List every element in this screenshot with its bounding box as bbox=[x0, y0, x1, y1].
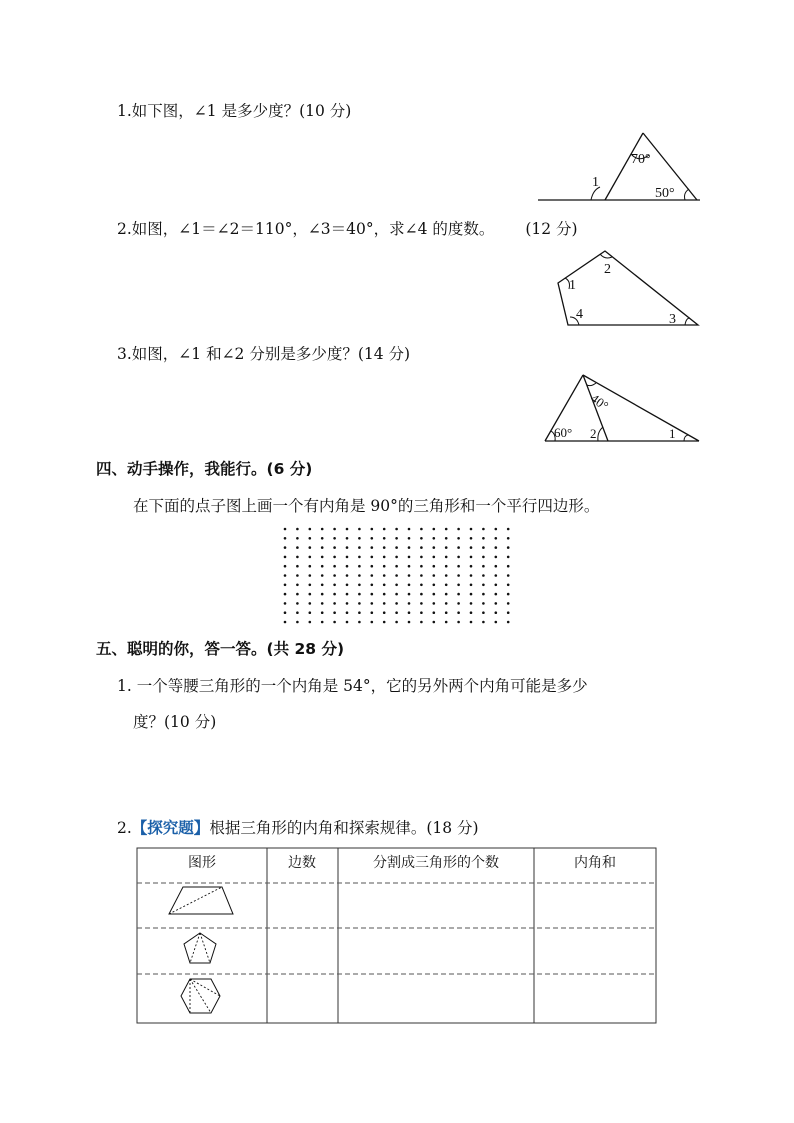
grid-dot[interactable] bbox=[445, 574, 448, 577]
grid-dot[interactable] bbox=[420, 602, 423, 605]
grid-dot[interactable] bbox=[321, 593, 324, 596]
grid-dot[interactable] bbox=[482, 537, 485, 540]
grid-dot[interactable] bbox=[383, 574, 386, 577]
grid-dot[interactable] bbox=[482, 584, 485, 587]
grid-dot[interactable] bbox=[420, 611, 423, 614]
grid-dot[interactable] bbox=[495, 565, 498, 568]
grid-dot[interactable] bbox=[445, 565, 448, 568]
grid-dot[interactable] bbox=[284, 621, 287, 624]
grid-dot[interactable] bbox=[346, 621, 349, 624]
grid-dot[interactable] bbox=[296, 556, 299, 559]
grid-dot[interactable] bbox=[309, 621, 312, 624]
table-header-angle-sum: 内角和 bbox=[574, 855, 616, 871]
grid-dot[interactable] bbox=[321, 565, 324, 568]
grid-dot[interactable] bbox=[507, 593, 510, 596]
grid-dot[interactable] bbox=[507, 537, 510, 540]
grid-dot[interactable] bbox=[457, 621, 460, 624]
question-1: 1.如下图，∠1 是多少度？(10 分) bbox=[117, 102, 352, 120]
grid-dot[interactable] bbox=[395, 611, 398, 614]
grid-dot[interactable] bbox=[346, 574, 349, 577]
grid-dot[interactable] bbox=[296, 528, 299, 531]
grid-dot[interactable] bbox=[420, 584, 423, 587]
grid-dot[interactable] bbox=[445, 621, 448, 624]
grid-dot[interactable] bbox=[321, 528, 324, 531]
grid-dot[interactable] bbox=[371, 611, 374, 614]
grid-dot[interactable] bbox=[445, 593, 448, 596]
grid-dot[interactable] bbox=[495, 556, 498, 559]
grid-dot[interactable] bbox=[433, 565, 436, 568]
grid-dot[interactable] bbox=[507, 574, 510, 577]
grid-dot[interactable] bbox=[433, 602, 436, 605]
section-5-q2 bbox=[117, 816, 479, 838]
grid-dot[interactable] bbox=[296, 621, 299, 624]
grid-dot[interactable] bbox=[284, 584, 287, 587]
grid-dot[interactable] bbox=[482, 611, 485, 614]
grid-dot[interactable] bbox=[358, 528, 361, 531]
grid-dot[interactable] bbox=[495, 611, 498, 614]
grid-dot[interactable] bbox=[296, 546, 299, 549]
grid-dot[interactable] bbox=[383, 537, 386, 540]
fig3-label-1: 1 bbox=[669, 426, 676, 441]
grid-dot[interactable] bbox=[433, 621, 436, 624]
grid-dot[interactable] bbox=[309, 574, 312, 577]
grid-dot[interactable] bbox=[346, 565, 349, 568]
grid-dot[interactable] bbox=[284, 556, 287, 559]
question-2-text: 2.如图，∠1＝∠2＝110°，∠3＝40°，求∠4 的度数。 bbox=[117, 220, 495, 238]
grid-dot[interactable] bbox=[482, 546, 485, 549]
grid-dot[interactable] bbox=[346, 537, 349, 540]
grid-dot[interactable] bbox=[433, 528, 436, 531]
grid-dot[interactable] bbox=[507, 565, 510, 568]
grid-dot[interactable] bbox=[470, 621, 473, 624]
fig3-label-60: 60° bbox=[554, 425, 573, 440]
grid-dot[interactable] bbox=[371, 565, 374, 568]
grid-dot[interactable] bbox=[296, 565, 299, 568]
grid-dot[interactable] bbox=[408, 621, 411, 624]
grid-dot[interactable] bbox=[383, 611, 386, 614]
grid-dot[interactable] bbox=[495, 574, 498, 577]
grid-dot[interactable] bbox=[333, 611, 336, 614]
grid-dot[interactable] bbox=[433, 556, 436, 559]
grid-dot[interactable] bbox=[433, 574, 436, 577]
grid-dot[interactable] bbox=[346, 528, 349, 531]
fig3-label-40: 40° bbox=[587, 390, 612, 414]
grid-dot[interactable] bbox=[507, 546, 510, 549]
fig1-label-1: 1 bbox=[592, 175, 599, 190]
grid-dot[interactable] bbox=[383, 602, 386, 605]
grid-dot[interactable] bbox=[408, 593, 411, 596]
fig2-label-4: 4 bbox=[576, 307, 583, 322]
grid-dot[interactable] bbox=[457, 584, 460, 587]
grid-dot[interactable] bbox=[383, 565, 386, 568]
grid-dot[interactable] bbox=[395, 546, 398, 549]
grid-dot[interactable] bbox=[507, 528, 510, 531]
pentagon-icon bbox=[184, 933, 216, 963]
grid-dot[interactable] bbox=[457, 565, 460, 568]
fig2-label-2: 2 bbox=[604, 262, 611, 277]
grid-dot[interactable] bbox=[371, 537, 374, 540]
grid-dot[interactable] bbox=[296, 602, 299, 605]
grid-dot[interactable] bbox=[358, 556, 361, 559]
grid-dot[interactable] bbox=[445, 602, 448, 605]
question-2 bbox=[117, 217, 578, 239]
grid-dot[interactable] bbox=[309, 593, 312, 596]
grid-dot[interactable] bbox=[371, 556, 374, 559]
grid-dot[interactable] bbox=[433, 593, 436, 596]
grid-dot[interactable] bbox=[333, 574, 336, 577]
grid-dot[interactable] bbox=[395, 602, 398, 605]
grid-dot[interactable] bbox=[482, 621, 485, 624]
grid-dot[interactable] bbox=[408, 584, 411, 587]
grid-dot[interactable] bbox=[445, 546, 448, 549]
grid-dot[interactable] bbox=[358, 537, 361, 540]
grid-dot[interactable] bbox=[309, 565, 312, 568]
grid-dot[interactable] bbox=[346, 546, 349, 549]
question-2-score: (12 分) bbox=[525, 220, 578, 238]
grid-dot[interactable] bbox=[470, 611, 473, 614]
fig1-label-70: 70° bbox=[631, 152, 651, 167]
grid-dot[interactable] bbox=[445, 537, 448, 540]
question-3: 3.如图，∠1 和∠2 分别是多少度？(14 分) bbox=[117, 345, 411, 363]
grid-dot[interactable] bbox=[346, 593, 349, 596]
grid-dot[interactable] bbox=[321, 537, 324, 540]
grid-dot[interactable] bbox=[507, 584, 510, 587]
grid-dot[interactable] bbox=[445, 528, 448, 531]
grid-dot[interactable] bbox=[457, 556, 460, 559]
section-4-instruction: 在下面的点子图上画一个有内角是 90°的三角形和一个平行四边形。 bbox=[133, 497, 600, 515]
grid-dot[interactable] bbox=[383, 593, 386, 596]
grid-dot[interactable] bbox=[309, 556, 312, 559]
grid-dot[interactable] bbox=[383, 556, 386, 559]
grid-dot[interactable] bbox=[371, 584, 374, 587]
grid-dot[interactable] bbox=[395, 621, 398, 624]
grid-dot[interactable] bbox=[420, 574, 423, 577]
grid-dot[interactable] bbox=[408, 528, 411, 531]
fig1-label-50: 50° bbox=[655, 186, 675, 201]
grid-dot[interactable] bbox=[346, 602, 349, 605]
grid-dot[interactable] bbox=[395, 537, 398, 540]
grid-dot[interactable] bbox=[495, 593, 498, 596]
grid-dot[interactable] bbox=[358, 574, 361, 577]
hexagon-icon bbox=[181, 979, 220, 1013]
grid-dot[interactable] bbox=[420, 546, 423, 549]
grid-dot[interactable] bbox=[321, 556, 324, 559]
grid-dot[interactable] bbox=[470, 574, 473, 577]
grid-dot[interactable] bbox=[383, 528, 386, 531]
grid-dot[interactable] bbox=[507, 556, 510, 559]
grid-dot[interactable] bbox=[284, 565, 287, 568]
grid-dot[interactable] bbox=[371, 602, 374, 605]
grid-dot[interactable] bbox=[296, 593, 299, 596]
q2-number: 2. bbox=[117, 819, 132, 837]
fig2-label-1: 1 bbox=[569, 278, 576, 293]
grid-dot[interactable] bbox=[321, 574, 324, 577]
grid-dot[interactable] bbox=[321, 611, 324, 614]
grid-dot[interactable] bbox=[395, 574, 398, 577]
grid-dot[interactable] bbox=[358, 593, 361, 596]
grid-dot[interactable] bbox=[296, 574, 299, 577]
grid-dot[interactable] bbox=[482, 556, 485, 559]
grid-dot[interactable] bbox=[420, 537, 423, 540]
grid-dot[interactable] bbox=[457, 602, 460, 605]
grid-dot[interactable] bbox=[383, 621, 386, 624]
grid-dot[interactable] bbox=[495, 537, 498, 540]
grid-dot[interactable] bbox=[495, 528, 498, 531]
grid-dot[interactable] bbox=[371, 546, 374, 549]
grid-dot[interactable] bbox=[408, 537, 411, 540]
grid-dot[interactable] bbox=[333, 602, 336, 605]
grid-dot[interactable] bbox=[296, 584, 299, 587]
grid-dot[interactable] bbox=[420, 556, 423, 559]
q2-text: 根据三角形的内角和探索规律。(18 分) bbox=[209, 819, 479, 837]
figure-triangle-exterior-angle bbox=[535, 125, 705, 205]
grid-dot[interactable] bbox=[495, 621, 498, 624]
grid-dot[interactable] bbox=[358, 565, 361, 568]
grid-dot[interactable] bbox=[470, 556, 473, 559]
grid-dot[interactable] bbox=[445, 584, 448, 587]
grid-dot[interactable] bbox=[371, 593, 374, 596]
figure-quadrilateral bbox=[550, 248, 705, 333]
grid-dot[interactable] bbox=[309, 528, 312, 531]
grid-dot[interactable] bbox=[457, 537, 460, 540]
grid-dot[interactable] bbox=[284, 611, 287, 614]
grid-dot[interactable] bbox=[309, 546, 312, 549]
grid-dot[interactable] bbox=[495, 602, 498, 605]
grid-dot[interactable] bbox=[321, 621, 324, 624]
grid-dot[interactable] bbox=[495, 584, 498, 587]
grid-dot[interactable] bbox=[395, 584, 398, 587]
grid-dot[interactable] bbox=[482, 565, 485, 568]
grid-dot[interactable] bbox=[395, 528, 398, 531]
section-5-q1-line2: 度？(10 分) bbox=[133, 713, 217, 731]
grid-dot[interactable] bbox=[346, 556, 349, 559]
grid-dot[interactable] bbox=[309, 584, 312, 587]
grid-dot[interactable] bbox=[445, 556, 448, 559]
grid-dot[interactable] bbox=[470, 602, 473, 605]
grid-dot[interactable] bbox=[309, 611, 312, 614]
fig3-label-2: 2 bbox=[590, 426, 597, 441]
q2-tag: 【探究题】 bbox=[131, 819, 210, 837]
grid-dot[interactable] bbox=[482, 528, 485, 531]
dot-grid[interactable] bbox=[280, 525, 516, 625]
grid-dot[interactable] bbox=[420, 621, 423, 624]
grid-dot[interactable] bbox=[470, 584, 473, 587]
figure-triangle-split bbox=[540, 370, 705, 445]
grid-dot[interactable] bbox=[346, 584, 349, 587]
grid-dot[interactable] bbox=[495, 546, 498, 549]
exploration-table bbox=[136, 847, 658, 1027]
grid-dot[interactable] bbox=[284, 537, 287, 540]
grid-dot[interactable] bbox=[284, 528, 287, 531]
grid-dot[interactable] bbox=[333, 621, 336, 624]
grid-dot[interactable] bbox=[333, 528, 336, 531]
grid-dot[interactable] bbox=[371, 574, 374, 577]
grid-dot[interactable] bbox=[457, 593, 460, 596]
grid-dot[interactable] bbox=[296, 537, 299, 540]
grid-dot[interactable] bbox=[457, 528, 460, 531]
grid-dot[interactable] bbox=[296, 611, 299, 614]
grid-dot[interactable] bbox=[408, 602, 411, 605]
grid-dot[interactable] bbox=[457, 611, 460, 614]
grid-dot[interactable] bbox=[507, 602, 510, 605]
grid-dot[interactable] bbox=[420, 593, 423, 596]
grid-dot[interactable] bbox=[284, 593, 287, 596]
grid-dot[interactable] bbox=[420, 565, 423, 568]
grid-dot[interactable] bbox=[470, 565, 473, 568]
grid-dot[interactable] bbox=[321, 602, 324, 605]
grid-dot[interactable] bbox=[358, 602, 361, 605]
grid-dot[interactable] bbox=[395, 556, 398, 559]
grid-dot[interactable] bbox=[371, 621, 374, 624]
grid-dot[interactable] bbox=[470, 593, 473, 596]
grid-dot[interactable] bbox=[433, 611, 436, 614]
grid-dot[interactable] bbox=[433, 584, 436, 587]
grid-dot[interactable] bbox=[333, 537, 336, 540]
table-header-triangles: 分割成三角形的个数 bbox=[373, 855, 499, 871]
section-5-title: 五、聪明的你，答一答。(共 28 分) bbox=[96, 640, 345, 658]
grid-dot[interactable] bbox=[408, 556, 411, 559]
grid-dot[interactable] bbox=[470, 546, 473, 549]
grid-dot[interactable] bbox=[358, 546, 361, 549]
grid-dot[interactable] bbox=[507, 611, 510, 614]
grid-dot[interactable] bbox=[309, 602, 312, 605]
grid-dot[interactable] bbox=[408, 574, 411, 577]
grid-dot[interactable] bbox=[395, 565, 398, 568]
grid-dot[interactable] bbox=[333, 556, 336, 559]
fig2-label-3: 3 bbox=[669, 312, 676, 327]
grid-dot[interactable] bbox=[470, 528, 473, 531]
grid-dot[interactable] bbox=[383, 546, 386, 549]
grid-dot[interactable] bbox=[284, 546, 287, 549]
grid-dot[interactable] bbox=[284, 602, 287, 605]
grid-dot[interactable] bbox=[371, 528, 374, 531]
grid-dot[interactable] bbox=[408, 611, 411, 614]
grid-dot[interactable] bbox=[333, 584, 336, 587]
grid-dot[interactable] bbox=[482, 602, 485, 605]
section-5-q1-line1: 1. 一个等腰三角形的一个内角是 54°，它的另外两个内角可能是多少 bbox=[117, 677, 588, 695]
grid-dot[interactable] bbox=[321, 584, 324, 587]
table-header-sides: 边数 bbox=[288, 855, 316, 871]
grid-dot[interactable] bbox=[333, 565, 336, 568]
grid-dot[interactable] bbox=[433, 546, 436, 549]
grid-dot[interactable] bbox=[284, 574, 287, 577]
grid-dot[interactable] bbox=[408, 546, 411, 549]
grid-dot[interactable] bbox=[333, 546, 336, 549]
grid-dot[interactable] bbox=[445, 611, 448, 614]
grid-dot[interactable] bbox=[470, 537, 473, 540]
grid-dot[interactable] bbox=[309, 537, 312, 540]
trapezoid-icon bbox=[169, 887, 233, 914]
grid-dot[interactable] bbox=[358, 584, 361, 587]
grid-dot[interactable] bbox=[433, 537, 436, 540]
grid-dot[interactable] bbox=[321, 546, 324, 549]
grid-dot[interactable] bbox=[482, 593, 485, 596]
section-4-title: 四、动手操作，我能行。(6 分) bbox=[96, 460, 313, 478]
grid-dot[interactable] bbox=[383, 584, 386, 587]
grid-dot[interactable] bbox=[358, 621, 361, 624]
grid-dot[interactable] bbox=[420, 528, 423, 531]
grid-dot[interactable] bbox=[395, 593, 398, 596]
grid-dot[interactable] bbox=[457, 574, 460, 577]
grid-dot[interactable] bbox=[358, 611, 361, 614]
table-header-shape: 图形 bbox=[188, 855, 216, 871]
grid-dot[interactable] bbox=[457, 546, 460, 549]
grid-dot[interactable] bbox=[333, 593, 336, 596]
grid-dot[interactable] bbox=[482, 574, 485, 577]
grid-dot[interactable] bbox=[408, 565, 411, 568]
grid-dot[interactable] bbox=[346, 611, 349, 614]
grid-dot[interactable] bbox=[507, 621, 510, 624]
